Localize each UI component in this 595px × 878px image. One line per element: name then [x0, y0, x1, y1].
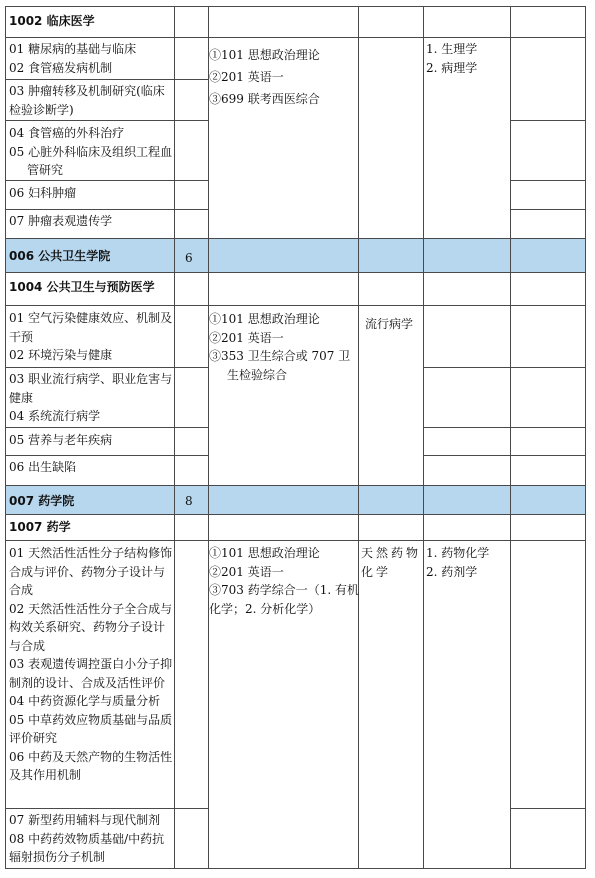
direction-line: 02 天然活性活性分子全合成与构效关系研究、药物分子设计与合成	[9, 601, 173, 653]
table-rule	[5, 868, 586, 869]
table-rule	[208, 6, 209, 869]
table-rule	[5, 79, 208, 80]
table-rule	[5, 209, 208, 210]
table-rule	[5, 808, 208, 809]
direction-line: 03 职业流行病学、职业危害与健康	[9, 372, 173, 405]
direction-line: 04 中药资源化学与质量分析	[9, 694, 161, 708]
exam-line: ②201 英语一	[209, 330, 284, 345]
exam-subjects	[209, 544, 359, 618]
direction-line: 04 食管癌的外科治疗	[9, 126, 125, 140]
exam-line: ③699 联考西医综合	[209, 92, 320, 106]
direction-line: 05 心脏外科临床及组织工程血管研究	[9, 144, 173, 177]
research-direction	[9, 124, 173, 180]
table-rule	[510, 6, 511, 869]
table-rule	[510, 120, 586, 121]
direction-line: 03 肿瘤转移及机制研究(临床检验诊断学)	[9, 84, 165, 117]
exam-line: ①101 思想政治理论	[209, 546, 320, 560]
retest-subjects	[426, 544, 508, 581]
table-rule	[358, 6, 359, 869]
table-rule	[5, 272, 586, 273]
direction-line: 01 空气污染健康效应、机制及干预	[9, 311, 173, 344]
table-rule	[5, 180, 208, 181]
direction-line: 07 肿瘤表观遗传学	[9, 214, 113, 228]
school-quota: 8	[185, 494, 193, 508]
table-rule	[423, 455, 586, 456]
table-rule	[5, 427, 208, 428]
table-rule	[5, 367, 208, 368]
exam-line: ①101 思想政治理论	[209, 312, 320, 326]
table-rule	[423, 6, 424, 869]
direction-line: 01 天然活性活性分子结构修饰合成与评价、药物分子设计与合成	[9, 546, 173, 597]
table-rule	[5, 238, 586, 239]
table-rule	[174, 6, 175, 869]
exam-line: ③353 卫生综合或 707 卫生检验综合	[209, 349, 351, 382]
major-title: 1002 临床医学	[9, 14, 95, 28]
direction-line: 01 糖尿病的基础与临床	[9, 42, 137, 56]
major-title: 1007 药学	[9, 520, 71, 534]
table-rule	[5, 6, 586, 7]
exam-subjects	[209, 310, 359, 384]
exam-line: ③703 药学综合一（1. 有机化学；2. 分析化学）	[209, 583, 359, 616]
research-direction	[9, 431, 173, 450]
direction-line: 03 表观遗传调控蛋白小分子抑制剂的设计、合成及活性评价	[9, 657, 173, 690]
direction-line: 08 中药药效物质基础/中药抗辐射损伤分子机制	[9, 831, 165, 864]
table-rule	[5, 6, 6, 869]
table-rule	[423, 367, 586, 368]
retest-subjects	[426, 40, 508, 77]
direction-line: 06 中药及天然产物的生物活性及其作用机制	[9, 749, 173, 782]
direction-line: 05 中草药效应物质基础与品质评价研究	[9, 712, 173, 745]
research-direction	[9, 40, 173, 77]
table-rule	[5, 540, 586, 541]
table-rule	[5, 305, 586, 306]
major-title: 1004 公共卫生与预防医学	[9, 280, 155, 294]
direction-line: 07 新型药用辅料与现代制剂	[9, 813, 161, 827]
table-rule	[585, 6, 586, 869]
table-rule	[5, 37, 586, 38]
research-direction	[9, 370, 173, 426]
exam-line: ①101 思想政治理论	[209, 48, 320, 62]
retest-line: 1. 药物化学	[426, 546, 490, 560]
table-rule	[510, 808, 586, 809]
retest-line: 2. 病理学	[426, 60, 478, 75]
table-rule	[5, 514, 586, 515]
direction-line: 02 食管癌发病机制	[9, 60, 113, 75]
research-direction	[9, 544, 173, 785]
table-rule	[5, 455, 208, 456]
school-title: 007 药学院	[9, 494, 75, 508]
research-direction	[9, 184, 173, 203]
table-rule	[510, 209, 586, 210]
subject-area: 流行病学	[365, 317, 414, 331]
direction-line: 05 营养与老年疾病	[9, 433, 113, 447]
exam-subjects	[209, 44, 359, 110]
research-direction	[9, 811, 173, 867]
research-direction	[9, 458, 173, 477]
research-direction	[9, 309, 173, 365]
table-rule	[5, 120, 208, 121]
research-direction	[9, 212, 173, 231]
table-rule	[5, 485, 586, 486]
table-rule	[510, 180, 586, 181]
direction-line: 02 环境污染与健康	[9, 348, 113, 362]
direction-line: 06 妇科肿瘤	[9, 186, 77, 200]
direction-line: 04 系统流行病学	[9, 409, 101, 423]
subject-area: 天然药物化学	[361, 546, 422, 579]
retest-line: 2. 药剂学	[426, 564, 478, 579]
exam-line: ②201 英语一	[209, 564, 284, 579]
school-title: 006 公共卫生学院	[9, 249, 111, 263]
admission-catalog-table	[5, 6, 586, 869]
table-rule	[423, 427, 586, 428]
school-quota: 6	[185, 251, 193, 265]
retest-line: 1. 生理学	[426, 42, 478, 56]
direction-line: 06 出生缺陷	[9, 460, 77, 474]
exam-line: ②201 英语一	[209, 70, 284, 84]
research-direction	[9, 82, 173, 119]
school-row-band	[5, 485, 586, 514]
